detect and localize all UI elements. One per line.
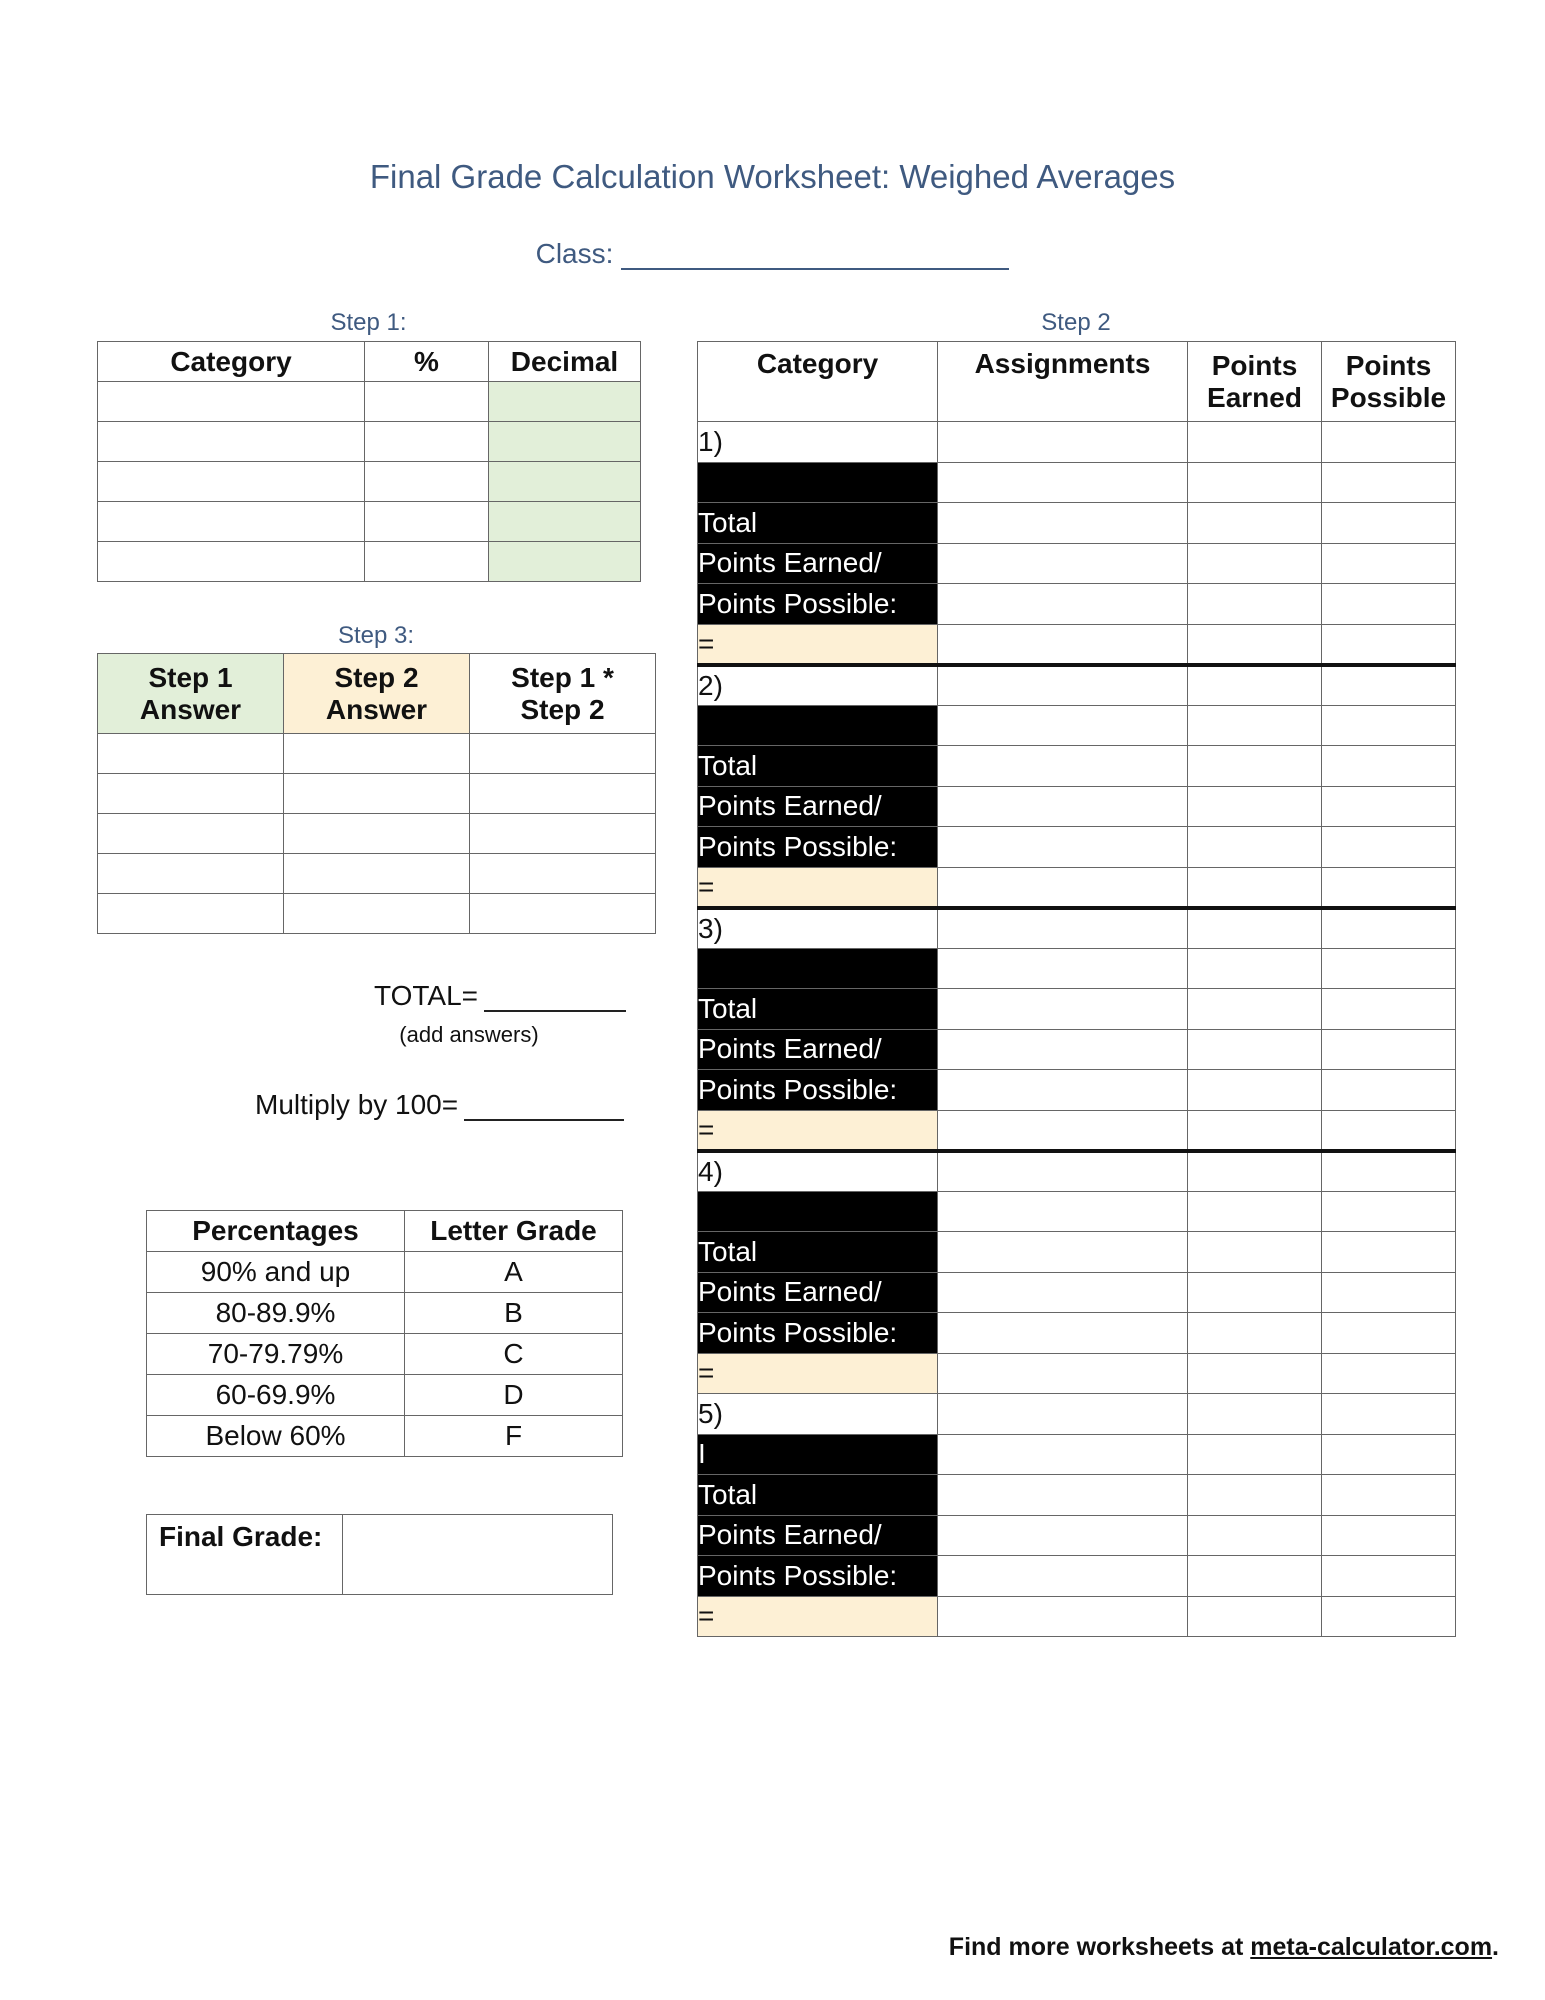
assignment-cell[interactable] [938, 462, 1188, 503]
points-possible-cell[interactable] [1322, 1029, 1456, 1070]
assignment-cell[interactable] [938, 1515, 1188, 1556]
table-row [147, 1252, 623, 1293]
table-row [698, 1353, 1456, 1394]
assignment-cell[interactable] [938, 867, 1188, 908]
step3-cell[interactable] [98, 894, 284, 934]
assignment-cell[interactable] [938, 1313, 1188, 1354]
points-earned-cell[interactable] [1188, 908, 1322, 949]
points-possible-cell[interactable] [1322, 462, 1456, 503]
table-row [98, 502, 641, 542]
step1-percent-cell[interactable] [365, 422, 489, 462]
multiply-label: Multiply by 100= [255, 1089, 459, 1120]
points-possible-cell[interactable] [1322, 746, 1456, 787]
table-row [698, 1151, 1456, 1192]
points-possible-label: Points Possible: [698, 1556, 938, 1597]
step3-cell[interactable] [470, 894, 656, 934]
step3-cell[interactable] [470, 774, 656, 814]
table-row [698, 1313, 1456, 1354]
footer-prefix: Find more worksheets at [948, 1933, 1244, 1961]
group-dark-line [698, 948, 938, 989]
assignment-cell[interactable] [938, 705, 1188, 746]
points-possible-cell[interactable] [1322, 1434, 1456, 1475]
assignment-cell[interactable] [938, 1394, 1188, 1435]
table-row [698, 746, 1456, 787]
points-earned-cell[interactable] [1188, 1070, 1322, 1111]
class-blank-line[interactable] [621, 238, 1009, 270]
total-label: Total [698, 503, 938, 544]
class-field [0, 238, 1545, 270]
points-possible-cell[interactable] [1322, 1070, 1456, 1111]
class-label: Class: [535, 238, 614, 269]
points-earned-cell[interactable] [1188, 584, 1322, 625]
step3-cell[interactable] [284, 894, 470, 934]
step3-header-step2-answer: Step 2 Answer [284, 654, 470, 734]
step1-header-percent: % [365, 342, 489, 382]
table-row [147, 1334, 623, 1375]
footer-suffix: . [1492, 1933, 1499, 1961]
points-earned-cell[interactable] [1188, 1596, 1322, 1637]
group-dark-line [698, 705, 938, 746]
points-earned-cell[interactable] [1188, 1394, 1322, 1435]
table-row [698, 1232, 1456, 1273]
points-earned-cell[interactable] [1188, 543, 1322, 584]
table-row [698, 422, 1456, 463]
points-possible-cell[interactable] [1322, 1475, 1456, 1516]
points-possible-cell[interactable] [1322, 624, 1456, 665]
points-possible-cell[interactable] [1322, 1110, 1456, 1151]
points-earned-label: Points Earned/ [698, 1515, 938, 1556]
table-row [698, 1029, 1456, 1070]
table-row [698, 462, 1456, 503]
assignment-cell[interactable] [938, 543, 1188, 584]
points-earned-cell[interactable] [1188, 462, 1322, 503]
assignment-cell[interactable] [938, 1232, 1188, 1273]
points-possible-cell[interactable] [1322, 1232, 1456, 1273]
grade-range: Below 60% [147, 1416, 405, 1457]
assignment-cell[interactable] [938, 1353, 1188, 1394]
assignment-cell[interactable] [938, 1110, 1188, 1151]
step3-header-step1-answer: Step 1 Answer [98, 654, 284, 734]
assignment-cell[interactable] [938, 746, 1188, 787]
step1-header-decimal: Decimal [489, 342, 641, 382]
equals-cell[interactable]: = [698, 867, 938, 908]
points-earned-cell[interactable] [1188, 948, 1322, 989]
assignment-cell[interactable] [938, 422, 1188, 463]
points-possible-cell[interactable] [1322, 1515, 1456, 1556]
table-row [698, 503, 1456, 544]
table-row [698, 705, 1456, 746]
points-earned-cell[interactable] [1188, 1353, 1322, 1394]
table-row [147, 1375, 623, 1416]
grade-scale-table [146, 1210, 623, 1457]
total-line [374, 980, 626, 1012]
step3-header-product: Step 1 * Step 2 [470, 654, 656, 734]
step1-category-cell[interactable] [98, 462, 365, 502]
group-number: 2) [698, 665, 938, 706]
table-row [698, 948, 1456, 989]
assignment-cell[interactable] [938, 1029, 1188, 1070]
points-earned-cell[interactable] [1188, 989, 1322, 1030]
group-dark-line [698, 462, 938, 503]
table-row [698, 1070, 1456, 1111]
assignment-cell[interactable] [938, 908, 1188, 949]
step3-cell[interactable] [470, 854, 656, 894]
total-blank[interactable] [484, 982, 626, 1012]
step1-decimal-cell[interactable] [489, 422, 641, 462]
assignment-cell[interactable] [938, 1151, 1188, 1192]
points-earned-cell[interactable] [1188, 746, 1322, 787]
points-possible-cell[interactable] [1322, 1151, 1456, 1192]
group-dark-line [698, 1191, 938, 1232]
step1-category-cell[interactable] [98, 382, 365, 422]
grade-range: 80-89.9% [147, 1293, 405, 1334]
step2-header-category: Category [698, 342, 938, 422]
table-row [147, 1416, 623, 1457]
step1-decimal-cell[interactable] [489, 542, 641, 582]
assignment-cell[interactable] [938, 827, 1188, 868]
assignment-cell[interactable] [938, 948, 1188, 989]
table-row [98, 382, 641, 422]
assignment-cell[interactable] [938, 1475, 1188, 1516]
step1-header-category: Category [98, 342, 365, 382]
assignment-cell[interactable] [938, 786, 1188, 827]
assignment-cell[interactable] [938, 1191, 1188, 1232]
table-row [698, 1394, 1456, 1435]
step3-cell[interactable] [470, 814, 656, 854]
step1-percent-cell[interactable] [365, 382, 489, 422]
table-row [98, 854, 656, 894]
step2-header-assignments: Assignments [938, 342, 1188, 422]
points-earned-cell[interactable] [1188, 1029, 1322, 1070]
step1-table [97, 341, 641, 582]
points-earned-cell[interactable] [1188, 1475, 1322, 1516]
step3-cell[interactable] [98, 774, 284, 814]
points-possible-cell[interactable] [1322, 786, 1456, 827]
grade-letter: C [405, 1334, 623, 1375]
table-row [98, 422, 641, 462]
footer [949, 1933, 1499, 1962]
points-earned-label: Points Earned/ [698, 543, 938, 584]
points-earned-cell[interactable] [1188, 665, 1322, 706]
points-possible-cell[interactable] [1322, 503, 1456, 544]
points-earned-cell[interactable] [1188, 1151, 1322, 1192]
points-earned-cell[interactable] [1188, 1110, 1322, 1151]
points-possible-cell[interactable] [1322, 1394, 1456, 1435]
points-earned-cell[interactable] [1188, 786, 1322, 827]
points-possible-cell[interactable] [1322, 1556, 1456, 1597]
table-row [98, 462, 641, 502]
step1-decimal-cell[interactable] [489, 462, 641, 502]
points-possible-label: Points Possible: [698, 1313, 938, 1354]
points-possible-cell[interactable] [1322, 584, 1456, 625]
step1-percent-cell[interactable] [365, 502, 489, 542]
step1-percent-cell[interactable] [365, 462, 489, 502]
table-row [698, 584, 1456, 625]
grade-range: 70-79.79% [147, 1334, 405, 1375]
table-row [147, 1293, 623, 1334]
total-label: Total [698, 1475, 938, 1516]
points-possible-cell[interactable] [1322, 1191, 1456, 1232]
grade-range: 90% and up [147, 1252, 405, 1293]
points-possible-cell[interactable] [1322, 422, 1456, 463]
table-row [698, 908, 1456, 949]
points-possible-label: Points Possible: [698, 1070, 938, 1111]
step3-cell[interactable] [98, 734, 284, 774]
grade-letter: A [405, 1252, 623, 1293]
group-number: 3) [698, 908, 938, 949]
table-row [98, 774, 656, 814]
points-earned-cell[interactable] [1188, 1556, 1322, 1597]
points-possible-cell[interactable] [1322, 827, 1456, 868]
points-earned-cell[interactable] [1188, 624, 1322, 665]
step3-cell[interactable] [284, 774, 470, 814]
assignment-cell[interactable] [938, 1272, 1188, 1313]
step1-category-cell[interactable] [98, 422, 365, 462]
group-dark-line: I [698, 1434, 938, 1475]
table-row [698, 624, 1456, 665]
grade-letter: D [405, 1375, 623, 1416]
total-label: Total [698, 989, 938, 1030]
final-grade-table [146, 1514, 613, 1595]
final-grade-input[interactable] [343, 1515, 613, 1595]
total-label: TOTAL= [374, 980, 479, 1011]
step2-header-points-possible: Points Possible [1322, 342, 1456, 422]
step1-decimal-cell[interactable] [489, 502, 641, 542]
table-row [698, 543, 1456, 584]
step3-cell[interactable] [284, 854, 470, 894]
table-row [698, 1272, 1456, 1313]
equals-cell[interactable]: = [698, 1353, 938, 1394]
points-earned-cell[interactable] [1188, 1313, 1322, 1354]
assignment-cell[interactable] [938, 624, 1188, 665]
step3-cell[interactable] [470, 734, 656, 774]
points-earned-cell[interactable] [1188, 1272, 1322, 1313]
grade-letter: F [405, 1416, 623, 1457]
group-number: 4) [698, 1151, 938, 1192]
points-earned-label: Points Earned/ [698, 1029, 938, 1070]
points-possible-cell[interactable] [1322, 948, 1456, 989]
table-row [698, 1556, 1456, 1597]
points-earned-cell[interactable] [1188, 503, 1322, 544]
points-possible-cell[interactable] [1322, 1313, 1456, 1354]
assignment-cell[interactable] [938, 665, 1188, 706]
points-earned-cell[interactable] [1188, 1434, 1322, 1475]
table-row [698, 827, 1456, 868]
points-earned-cell[interactable] [1188, 422, 1322, 463]
grades-header-letter: Letter Grade [405, 1211, 623, 1252]
assignment-cell[interactable] [938, 1596, 1188, 1637]
table-row [98, 894, 656, 934]
multiply-line [255, 1089, 624, 1121]
table-row [98, 542, 641, 582]
points-earned-cell[interactable] [1188, 1515, 1322, 1556]
step1-label: Step 1: [330, 309, 407, 336]
grade-range: 60-69.9% [147, 1375, 405, 1416]
group-number: 1) [698, 422, 938, 463]
table-row [698, 1434, 1456, 1475]
table-row [698, 1110, 1456, 1151]
step2-table [697, 341, 1456, 1637]
step3-cell[interactable] [98, 814, 284, 854]
table-row [698, 1475, 1456, 1516]
points-possible-cell[interactable] [1322, 705, 1456, 746]
equals-cell[interactable]: = [698, 1110, 938, 1151]
points-earned-cell[interactable] [1188, 1232, 1322, 1273]
final-grade-label: Final Grade: [147, 1515, 343, 1595]
grade-letter: B [405, 1293, 623, 1334]
points-possible-cell[interactable] [1322, 543, 1456, 584]
total-label: Total [698, 1232, 938, 1273]
step2-header-points-earned: Points Earned [1188, 342, 1322, 422]
points-possible-cell[interactable] [1322, 908, 1456, 949]
points-possible-cell[interactable] [1322, 867, 1456, 908]
step1-percent-cell[interactable] [365, 542, 489, 582]
multiply-blank[interactable] [464, 1091, 624, 1121]
points-earned-label: Points Earned/ [698, 1272, 938, 1313]
points-possible-label: Points Possible: [698, 584, 938, 625]
table-row [698, 665, 1456, 706]
points-possible-label: Points Possible: [698, 827, 938, 868]
table-row [698, 1515, 1456, 1556]
step1-decimal-cell[interactable] [489, 382, 641, 422]
step1-category-cell[interactable] [98, 502, 365, 542]
equals-cell[interactable]: = [698, 1596, 938, 1637]
points-earned-cell[interactable] [1188, 705, 1322, 746]
points-earned-cell[interactable] [1188, 827, 1322, 868]
step3-cell[interactable] [98, 854, 284, 894]
step3-cell[interactable] [284, 814, 470, 854]
step2-label: Step 2 [1041, 309, 1111, 336]
table-row [698, 786, 1456, 827]
grades-header-percentages: Percentages [147, 1211, 405, 1252]
assignment-cell[interactable] [938, 989, 1188, 1030]
points-possible-cell[interactable] [1322, 665, 1456, 706]
assignment-cell[interactable] [938, 1556, 1188, 1597]
points-possible-cell[interactable] [1322, 989, 1456, 1030]
points-earned-cell[interactable] [1188, 867, 1322, 908]
table-row [98, 814, 656, 854]
points-earned-label: Points Earned/ [698, 786, 938, 827]
table-row [698, 867, 1456, 908]
table-row [98, 734, 656, 774]
points-possible-cell[interactable] [1322, 1272, 1456, 1313]
step3-label: Step 3: [337, 622, 415, 649]
points-earned-cell[interactable] [1188, 1191, 1322, 1232]
step3-table [97, 653, 656, 934]
table-row [698, 989, 1456, 1030]
footer-link[interactable]: meta-calculator.com [1250, 1933, 1493, 1961]
total-label: Total [698, 746, 938, 787]
table-row [698, 1596, 1456, 1637]
table-row [698, 1191, 1456, 1232]
assignment-cell[interactable] [938, 1070, 1188, 1111]
assignment-cell[interactable] [938, 1434, 1188, 1475]
group-number: 5) [698, 1394, 938, 1435]
step1-category-cell[interactable] [98, 542, 365, 582]
step3-cell[interactable] [284, 734, 470, 774]
assignment-cell[interactable] [938, 584, 1188, 625]
points-possible-cell[interactable] [1322, 1596, 1456, 1637]
page-title: Final Grade Calculation Worksheet: Weighed Averages [369, 158, 1176, 195]
assignment-cell[interactable] [938, 503, 1188, 544]
points-possible-cell[interactable] [1322, 1353, 1456, 1394]
equals-cell[interactable]: = [698, 624, 938, 665]
total-note: (add answers) [399, 1022, 539, 1047]
